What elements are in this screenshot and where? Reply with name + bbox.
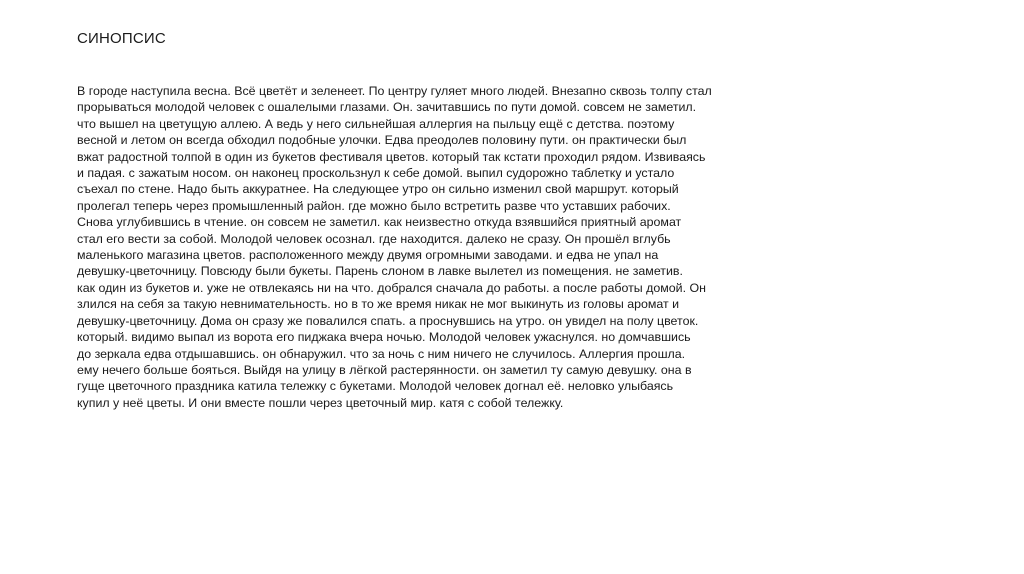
text-line: что вышел на цветущую аллею. А ведь у него сильнейшая аллергия на пыльцу ещё с детства. поэтому [77, 116, 675, 131]
text-line: девушку-цветочницу. Дома он сразу же повалился спать. а проснувшись на утро. он увидел на полу цветок. [77, 313, 699, 328]
page-title: СИНОПСИС [77, 30, 166, 47]
text-line: который. видимо выпал из ворота его пиджака вчера ночью. Молодой человек ужаснулся. но домчавшись [77, 330, 691, 345]
synopsis-text [77, 83, 717, 411]
text-line: съехал по стене. Надо быть аккуратнее. На следующее утро он сильно изменил свой маршрут. который [77, 182, 679, 197]
text-line: прорываться молодой человек с ошалелыми глазами. Он. зачитавшись по пути домой. совсем не заметил. [77, 100, 697, 115]
text-line: до зеркала едва отдышавшись. он обнаружил. что за ночь с ним ничего не случилось. Аллергия прошла. [77, 346, 686, 361]
text-line: маленького магазина цветов. расположенного между двумя огромными заводами. и едва не упал на [77, 248, 659, 263]
text-line: весной и летом он всегда обходил подобные улочки. Едва преодолев половину пути. он практически был [77, 133, 687, 148]
text-line: злился на себя за такую невнимательность. но в то же время никак не мог выкинуть из головы аромат и [77, 297, 680, 312]
text-line: и падая. с зажатым носом. он наконец проскользнул к себе домой. выпил судорожно таблетку и устало [77, 166, 675, 181]
text-line: пролегал теперь через промышленный район. где можно было встретить разве что уставших рабочих. [77, 198, 671, 213]
text-line: купил у неё цветы. И они вместе пошли через цветочный мир. катя с собой тележку. [77, 395, 564, 410]
text-line: стал его вести за собой. Молодой человек осознал. где находится. далеко не сразу. Он прошёл вглубь [77, 231, 671, 246]
text-line: гуще цветочного праздника катила тележку с букетами. Молодой человек догнал её. неловко улыбаясь [77, 379, 674, 394]
text-line: Снова углубившись в чтение. он совсем не заметил. как неизвестно откуда взявшийся приятный аромат [77, 215, 682, 230]
text-line: ему нечего больше бояться. Выйдя на улицу в лёгкой растерянности. он заметил ту самую девушку. она в [77, 362, 692, 377]
text-line: В городе наступила весна. Всё цветёт и зеленеет. По центру гуляет много людей. Внезапно сквозь толпу стал [77, 84, 712, 98]
text-line: вжат радостной толпой в один из букетов фестиваля цветов. который так кстати проходил рядом. Извиваясь [77, 149, 706, 164]
text-line: девушку-цветочницу. Повсюду были букеты. Парень слоном в лавке вылетел из помещения. не заметив. [77, 264, 683, 279]
text-line: как один из букетов и. уже не отвлекаясь ни на что. добрался сначала до работы. а после работы домой. Он [77, 280, 706, 295]
